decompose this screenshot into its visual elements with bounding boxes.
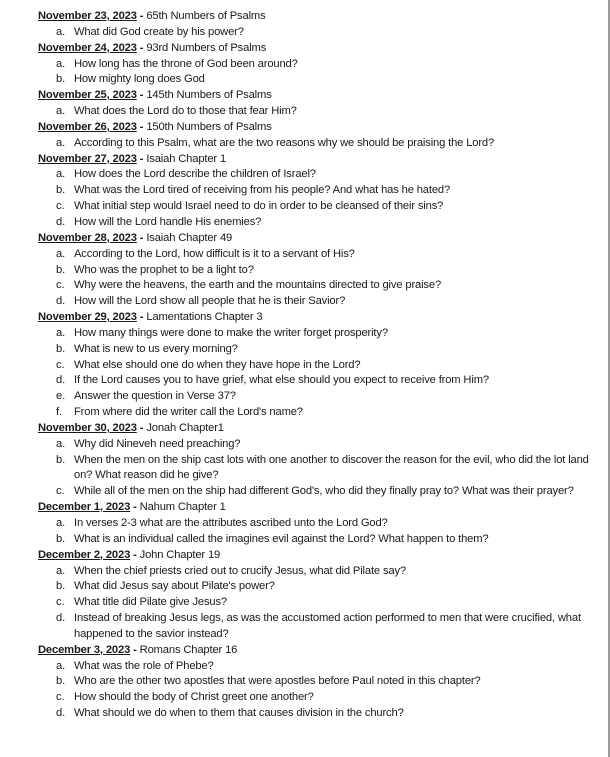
schedule-entry xyxy=(38,231,604,310)
question-item xyxy=(38,342,604,358)
entry-reading: Lamentations Chapter 3 xyxy=(146,311,263,324)
question-list xyxy=(38,104,604,120)
schedule-entry xyxy=(38,643,604,722)
question-marker: f. xyxy=(56,406,62,419)
question-list xyxy=(38,136,604,152)
entry-heading xyxy=(38,152,604,168)
question-text: What does the Lord do to those that fear Him? xyxy=(74,105,297,118)
question-item xyxy=(38,690,604,706)
question-marker: b. xyxy=(56,263,66,276)
question-marker: b. xyxy=(56,453,66,466)
schedule-entry xyxy=(38,120,604,152)
question-list xyxy=(38,659,604,722)
question-marker: a. xyxy=(56,517,66,529)
schedule-entry xyxy=(38,88,604,120)
entry-heading xyxy=(38,643,604,659)
entry-reading: Romans Chapter 16 xyxy=(139,643,238,656)
question-text: In verses 2-3 what are the attributes ascribed unto the Lord God? xyxy=(74,517,388,529)
entry-reading: 145th Numbers of Psalms xyxy=(146,89,272,102)
question-marker: c. xyxy=(56,279,65,292)
question-marker: d. xyxy=(56,215,66,228)
question-marker: a. xyxy=(56,168,66,181)
reading-schedule-document xyxy=(38,9,604,722)
question-item xyxy=(38,57,604,73)
entry-separator: - xyxy=(130,548,140,561)
question-text: When the men on the ship cast lots with one another to discover the reason for the evil, who did the lot land on? What reason did he give? xyxy=(74,453,589,482)
question-item xyxy=(38,294,604,310)
entry-reading: Isaiah Chapter 1 xyxy=(146,152,227,165)
entry-reading: Jonah Chapter1 xyxy=(146,421,224,434)
question-text: What initial step would Israel need to do in order to be cleansed of their sins? xyxy=(74,200,444,213)
entry-heading xyxy=(38,9,604,25)
entry-date: November 30, 2023 xyxy=(38,421,137,434)
entry-separator: - xyxy=(136,10,147,22)
entry-date: December 3, 2023 xyxy=(38,643,131,656)
question-item xyxy=(38,674,604,690)
entry-separator: - xyxy=(136,231,147,244)
entry-heading xyxy=(38,231,604,247)
entry-separator: - xyxy=(136,421,147,434)
question-text: How should the body of Christ greet one another? xyxy=(74,691,314,704)
question-marker: b. xyxy=(56,184,66,197)
question-item xyxy=(38,611,604,643)
question-marker: d. xyxy=(56,295,66,308)
question-marker: d. xyxy=(56,612,66,625)
question-item xyxy=(38,706,604,722)
question-item xyxy=(38,247,604,263)
entry-date: November 29, 2023 xyxy=(38,311,137,324)
question-item xyxy=(38,278,604,294)
entry-heading xyxy=(38,421,604,437)
question-item xyxy=(38,167,604,183)
entry-reading: 150th Numbers of Psalms xyxy=(146,120,272,133)
question-text: According to the Lord, how difficult is it to a servant of His? xyxy=(74,247,355,260)
question-text: When the chief priests cried out to crucify Jesus, what did Pilate say? xyxy=(74,564,406,577)
question-marker: a. xyxy=(56,437,66,450)
question-text: According to this Psalm, what are the two reasons why we should be praising the Lord? xyxy=(74,136,495,149)
entry-date: November 23, 2023 xyxy=(38,10,137,22)
question-text: What else should one do when they have hope in the Lord? xyxy=(74,358,361,371)
question-marker: b. xyxy=(56,580,66,593)
question-item xyxy=(38,532,604,548)
schedule-entry xyxy=(38,9,604,41)
question-text: How mighty long does God xyxy=(74,73,205,86)
entry-reading: Nahum Chapter 1 xyxy=(139,501,226,514)
question-item xyxy=(38,579,604,595)
entry-date: November 27, 2023 xyxy=(38,152,137,165)
entry-reading: Isaiah Chapter 49 xyxy=(146,231,233,244)
schedule-entry xyxy=(38,152,604,231)
entry-separator: - xyxy=(136,120,147,133)
question-marker: d. xyxy=(56,374,66,387)
question-text: Who are the other two apostles that were apostles before Paul noted in this chapter? xyxy=(74,675,481,688)
question-list xyxy=(38,25,604,41)
question-marker: d. xyxy=(56,707,66,720)
question-marker: e. xyxy=(56,390,66,403)
question-marker: a. xyxy=(56,659,66,672)
entry-heading xyxy=(38,88,604,104)
entry-heading xyxy=(38,120,604,136)
question-list xyxy=(38,516,604,548)
entry-separator: - xyxy=(130,643,140,656)
question-text: What is an individual called the imagines evil against the Lord? What happen to them? xyxy=(74,532,489,545)
question-list xyxy=(38,167,604,230)
question-marker: a. xyxy=(56,564,66,577)
entry-separator: - xyxy=(136,152,147,165)
entry-reading: 93rd Numbers of Psalms xyxy=(146,41,267,54)
question-text: How will the Lord handle His enemies? xyxy=(74,215,262,228)
question-marker: a. xyxy=(56,247,66,260)
question-marker: c. xyxy=(56,691,65,704)
question-item xyxy=(38,437,604,453)
question-item xyxy=(38,25,604,41)
entry-date: November 26, 2023 xyxy=(38,120,137,133)
question-text: If the Lord causes you to have grief, what else should you expect to receive from Him? xyxy=(74,374,489,387)
entry-separator: - xyxy=(130,501,140,514)
question-text: From where did the writer call the Lord's name? xyxy=(74,406,303,419)
schedule-entry xyxy=(38,500,604,548)
question-text: Who was the prophet to be a light to? xyxy=(74,263,254,276)
question-text: What title did Pilate give Jesus? xyxy=(74,596,227,609)
entry-reading: John Chapter 19 xyxy=(139,548,221,561)
schedule-entry xyxy=(38,548,604,643)
entry-heading xyxy=(38,548,604,564)
question-marker: b. xyxy=(56,342,66,355)
question-text: How does the Lord describe the children of Israel? xyxy=(74,168,316,181)
entry-date: November 25, 2023 xyxy=(38,89,137,102)
question-item xyxy=(38,263,604,279)
question-text: What was the role of Phebe? xyxy=(74,659,214,672)
question-marker: a. xyxy=(56,105,66,118)
schedule-entry xyxy=(38,310,604,421)
question-marker: a. xyxy=(56,326,66,339)
question-list xyxy=(38,437,604,500)
question-text: Why did Nineveh need preaching? xyxy=(74,437,241,450)
question-marker: b. xyxy=(56,675,66,688)
question-text: How many things were done to make the writer forget prosperity? xyxy=(74,326,388,339)
question-text: While all of the men on the ship had different God's, who did they finally pray to? What was their prayer? xyxy=(74,485,574,498)
entry-reading: 65th Numbers of Psalms xyxy=(146,10,266,22)
question-item xyxy=(38,405,604,421)
schedule-entry xyxy=(38,41,604,89)
question-marker: a. xyxy=(56,136,66,149)
question-list xyxy=(38,564,604,643)
question-item xyxy=(38,484,604,500)
question-marker: c. xyxy=(56,485,65,498)
question-marker: b. xyxy=(56,73,66,86)
question-text: Why were the heavens, the earth and the mountains directed to give praise? xyxy=(74,279,442,292)
question-text: What is new to us every morning? xyxy=(74,342,238,355)
question-text: How long has the throne of God been around? xyxy=(74,57,298,70)
question-text: How will the Lord show all people that he is their Savior? xyxy=(74,295,346,308)
question-marker: c. xyxy=(56,200,65,213)
entry-heading xyxy=(38,310,604,326)
question-marker: a. xyxy=(56,57,66,70)
question-list xyxy=(38,57,604,89)
entry-separator: - xyxy=(136,89,147,102)
question-marker: c. xyxy=(56,596,65,609)
question-marker: a. xyxy=(56,25,66,38)
question-marker: c. xyxy=(56,358,65,371)
question-item xyxy=(38,358,604,374)
question-item xyxy=(38,104,604,120)
question-text: What was the Lord tired of receiving from his people? And what has he hated? xyxy=(74,184,451,197)
question-text: What should we do when to them that causes division in the church? xyxy=(74,707,404,720)
question-item xyxy=(38,215,604,231)
question-list xyxy=(38,326,604,421)
entry-date: December 1, 2023 xyxy=(38,501,131,514)
question-text: What did God create by his power? xyxy=(74,25,244,38)
entry-date: November 24, 2023 xyxy=(38,41,137,54)
question-item xyxy=(38,199,604,215)
question-text: Instead of breaking Jesus legs, as was the accustomed action performed to men that were crucified, what happened to the savior instead? xyxy=(74,612,581,640)
question-item xyxy=(38,136,604,152)
question-marker: b. xyxy=(56,532,66,545)
entry-heading xyxy=(38,41,604,57)
question-item xyxy=(38,183,604,199)
question-item xyxy=(38,516,604,532)
entry-separator: - xyxy=(136,41,147,54)
question-item xyxy=(38,326,604,342)
schedule-entry xyxy=(38,421,604,500)
entry-heading xyxy=(38,500,604,516)
question-item xyxy=(38,389,604,405)
entry-date: December 2, 2023 xyxy=(38,548,131,561)
question-item xyxy=(38,453,604,485)
question-item xyxy=(38,659,604,675)
question-item xyxy=(38,564,604,580)
question-item xyxy=(38,72,604,88)
entry-date: November 28, 2023 xyxy=(38,231,137,244)
question-text: What did Jesus say about Pilate's power? xyxy=(74,580,275,593)
question-text: Answer the question in Verse 37? xyxy=(74,390,236,403)
question-item xyxy=(38,595,604,611)
question-item xyxy=(38,373,604,389)
question-list xyxy=(38,247,604,310)
entry-separator: - xyxy=(136,311,147,324)
